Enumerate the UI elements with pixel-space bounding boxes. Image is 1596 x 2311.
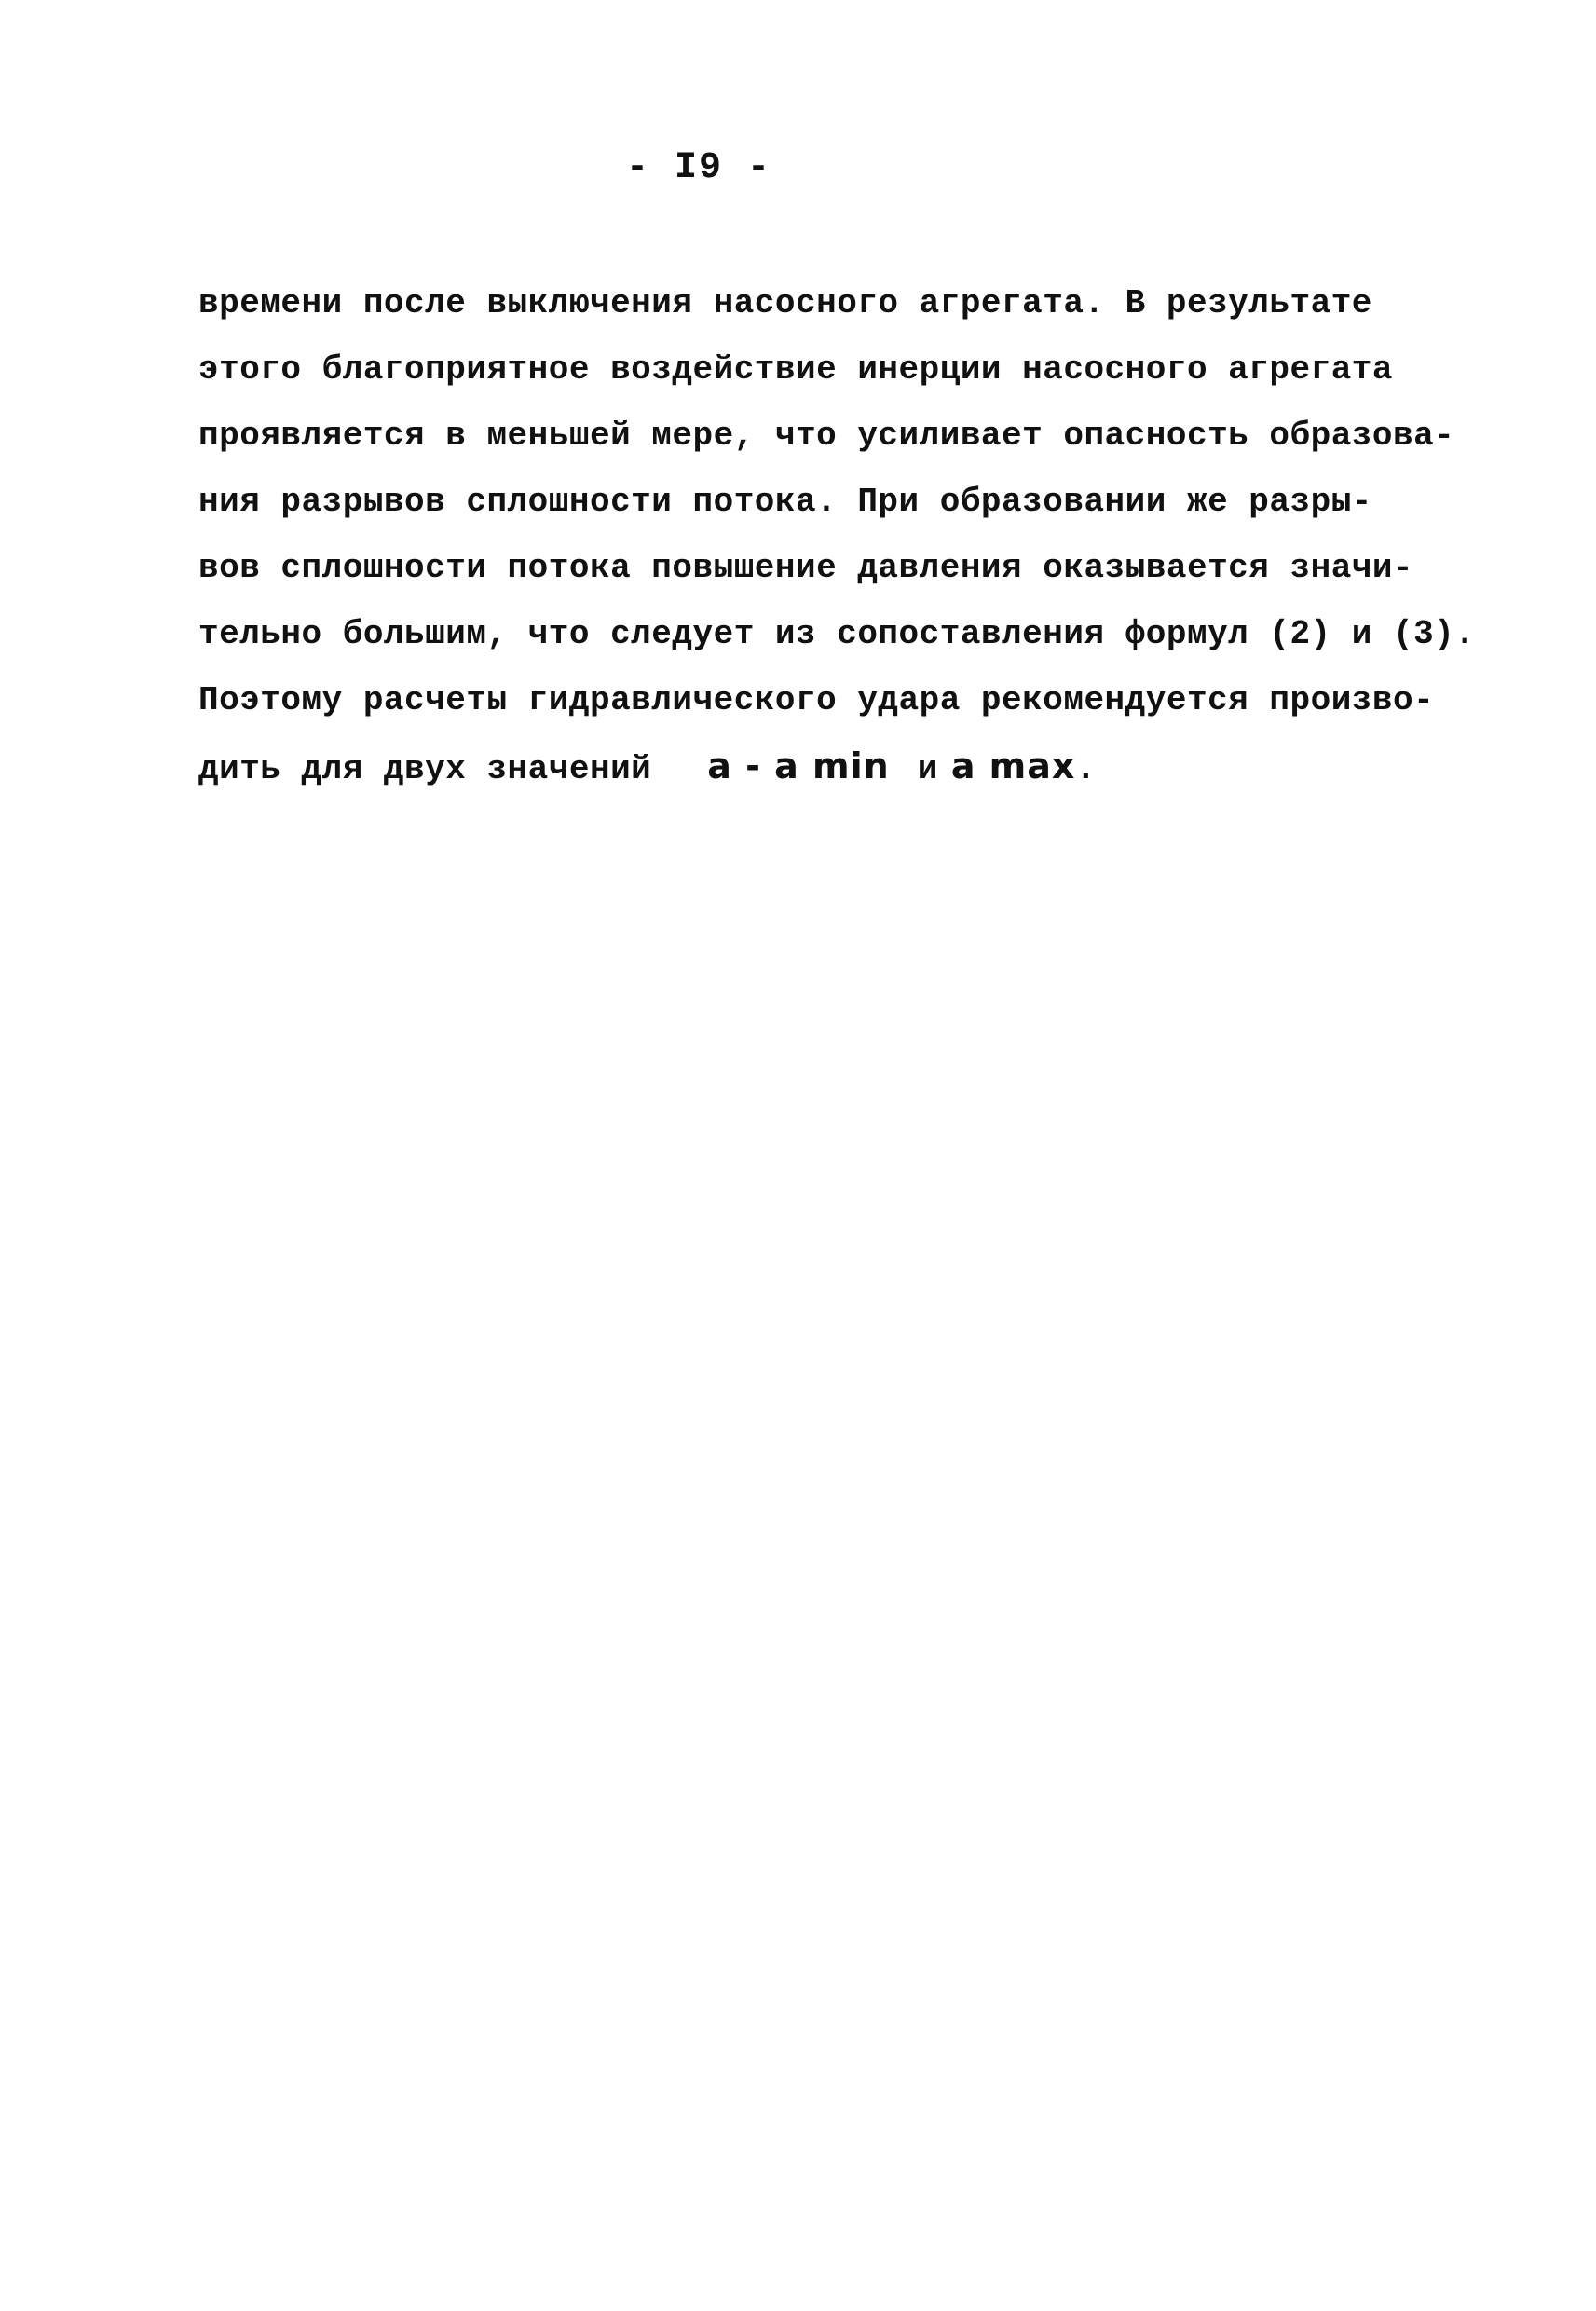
text-line: времени после выключения насосного агрегата. В результате	[198, 284, 1372, 322]
formula-a-max: a max	[950, 745, 1076, 786]
conjunction: и	[917, 750, 938, 788]
formula-a-min: a - a min	[707, 745, 890, 786]
text-line: Поэтому расчеты гидравлического удара рекомендуется произво-	[198, 681, 1435, 719]
text-line: этого благоприятное воздействие инерции насосного агрегата	[198, 350, 1394, 389]
text-line: тельно большим, что следует из сопоставления формул (2) и (3).	[198, 615, 1476, 653]
text-line-last	[198, 733, 1438, 800]
text-line: проявляется в меньшей мере, что усиливает опасность образова-	[198, 417, 1455, 455]
last-line-text: дить для двух значений	[198, 750, 652, 788]
text-line: ния разрывов сплошности потока. При образовании же разры-	[198, 483, 1372, 521]
sentence-end: .	[1075, 750, 1097, 788]
page-number: - I9 -	[625, 147, 772, 189]
body-paragraph	[198, 270, 1476, 800]
text-line: вов сплошности потока повышение давления оказывается значи-	[198, 549, 1414, 587]
